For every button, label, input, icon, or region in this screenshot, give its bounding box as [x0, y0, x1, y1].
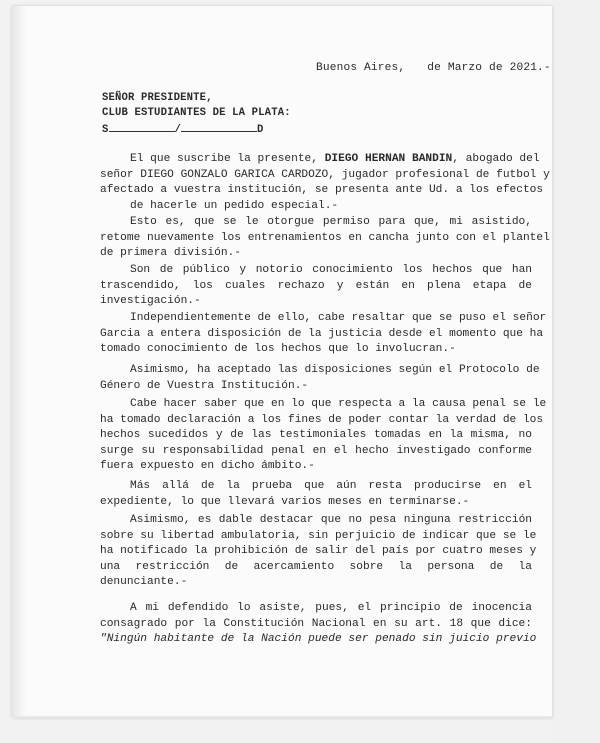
paragraph-8: Asimismo, es dable destacar que no pesa ninguna restricción sobre su libertad ambulatoria, sin perjuicio de indicar que se le ha notificado la prohibición de salir del país por cuatro meses y una restricción de acercamiento sobre la persona de la denunciante.- — [100, 514, 537, 588]
paragraph-6: Cabe hacer saber que en lo que respecta a la causa penal se le ha tomado declaración a los fines de poder contar la verdad de los hechos sucedidos y de las testimoniales tomadas en la misma, no surge su responsabilidad penal en el hecho investigado conforme fuera expuesto en dicho ámbito.- — [100, 398, 547, 472]
salutation-s: S — [102, 124, 109, 136]
salutation-sd — [102, 122, 264, 136]
recipient-title: SEÑOR PRESIDENTE, — [102, 92, 213, 104]
constitution-quote: "Ningún habitante de la Nación puede ser penado sin juicio previo — [100, 633, 537, 645]
paragraph-1: El que suscribe la presente, DIEGO HERNAN BANDIN, abogado del señor DIEGO GONZALO GARICA CARDOZO, jugador profesional de futbol y afectado a vuestra institución, se presenta ante Ud. a los efectos de hacerle un pedido especial.- — [100, 153, 550, 212]
paragraph-7: Más allá de la prueba que aún resta producirse en el expediente, lo que llevará varios meses en terminarse.- — [100, 480, 532, 508]
paragraph-5: Asimismo, ha aceptado las disposiciones según el Protocolo de Género de Vuestra Institución.- — [100, 364, 540, 392]
salutation-slash: / — [174, 124, 182, 136]
date-rest: de Marzo de 2021.- — [427, 62, 551, 74]
paragraph-9: A mi defendido lo asiste, pues, el principio de inocencia consagrado por la Constitución Nacional en su art. 18 que dice: "Ningún habitante de la Nación puede ser penado sin juicio previo — [100, 601, 532, 648]
date-city: Buenos Aires, — [316, 62, 406, 74]
side-panel — [552, 0, 600, 743]
salutation-d: D — [257, 124, 264, 136]
page-bottom-shadow — [12, 716, 552, 718]
paragraph-4: Independientemente de ello, cabe resaltar que se puso el señor Garcia a entera disposición de la justicia desde el momento que ha tomado conocimiento de los hechos que lo involucran.- — [100, 312, 547, 355]
lawyer-name: DIEGO HERNAN BANDIN — [324, 153, 453, 165]
date-line — [316, 62, 551, 74]
paragraph-2: Esto es, que se le otorgue permiso para que, mi asistido, retome nuevamente los entrenamientos en cancha junto con el plantel de primera división.- — [100, 216, 550, 259]
scanned-letter-page — [12, 6, 552, 718]
paragraph-3: Son de público y notorio conocimiento los hechos que han trascendido, los cuales rechazo y están en plena etapa de investigación.- — [100, 264, 532, 307]
recipient-club: CLUB ESTUDIANTES DE LA PLATA: — [102, 107, 291, 119]
